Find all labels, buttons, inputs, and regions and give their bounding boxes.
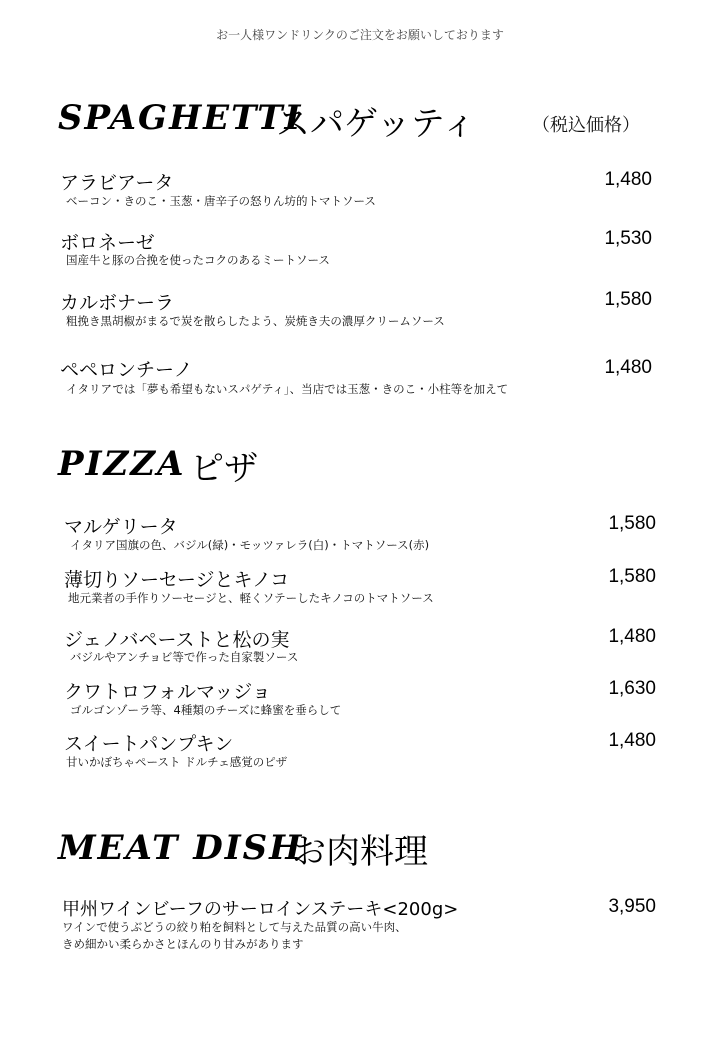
item-price: 1,580 [604, 289, 652, 310]
item-price: 1,480 [608, 730, 656, 751]
item-price: 1,580 [608, 513, 656, 534]
pizza-title-en: PIZZA [58, 444, 186, 484]
item-description: イタリアでは「夢も希望もないスパゲティ」、当店では玉葱・きのこ・小柱等を加えて [66, 382, 509, 396]
item-description: 地元業者の手作りソーセージと、軽くソテーしたキノコのトマトソース [68, 591, 434, 605]
item-name: アラビアータ [60, 172, 174, 194]
item-description: 国産牛と豚の合挽を使ったコクのあるミートソース [66, 253, 330, 267]
item-price: 1,630 [608, 678, 656, 699]
item-description: バジルやアンチョビ等で作った自家製ソース [70, 650, 299, 664]
item-name: カルボナーラ [60, 292, 175, 314]
item-name: スイートパンプキン [64, 733, 234, 755]
item-name: マルゲリータ [64, 516, 178, 538]
item-name: ペペロンチーノ [60, 359, 193, 381]
item-description: イタリア国旗の色、バジル(緑)・モッツァレラ(白)・トマトソース(赤) [70, 538, 430, 552]
item-price: 1,480 [608, 626, 656, 647]
meat-title-en: MEAT DISH [58, 828, 304, 868]
item-name: クワトロフォルマッジョ [64, 681, 271, 703]
item-description: 粗挽き黒胡椒がまるで炭を散らしたよう、炭焼き夫の濃厚クリームソース [66, 314, 445, 328]
item-description-line-2: きめ細かい柔らかさとほんのり甘みがあります [62, 937, 304, 951]
item-description-line-1: ワインで使うぶどうの絞り粕を飼料として与えた品質の高い牛肉、 [62, 920, 407, 934]
item-price: 1,480 [604, 357, 652, 378]
spaghetti-title-en: SPAGHETTI [58, 98, 303, 138]
item-description: ゴルゴンゾーラ等、4種類のチーズに蜂蜜を垂らして [70, 703, 342, 717]
spaghetti-title-jp: スパゲッティ [276, 104, 476, 144]
item-name: 薄切りソーセージとキノコ [64, 569, 290, 591]
item-price: 3,950 [608, 896, 656, 917]
pizza-title-jp: ピザ [190, 449, 258, 489]
item-price: 1,580 [608, 566, 656, 587]
item-name: 甲州ワインビーフのサーロインステーキ<200g> [62, 899, 459, 920]
item-name: ボロネーゼ [60, 232, 155, 254]
tax-included-note: （税込価格） [532, 115, 640, 136]
item-price: 1,480 [604, 169, 652, 190]
item-name: ジェノバペーストと松の実 [64, 629, 290, 651]
meat-title-jp: お肉料理 [292, 832, 428, 872]
item-description: 甘いかぼちゃペースト ドルチェ感覚のピザ [66, 755, 288, 769]
one-drink-notice: お一人様ワンドリンクのご注文をお願いしております [216, 28, 504, 42]
item-description: ベーコン・きのこ・玉葱・唐辛子の怒りん坊的トマトソース [66, 194, 376, 208]
item-price: 1,530 [604, 228, 652, 249]
